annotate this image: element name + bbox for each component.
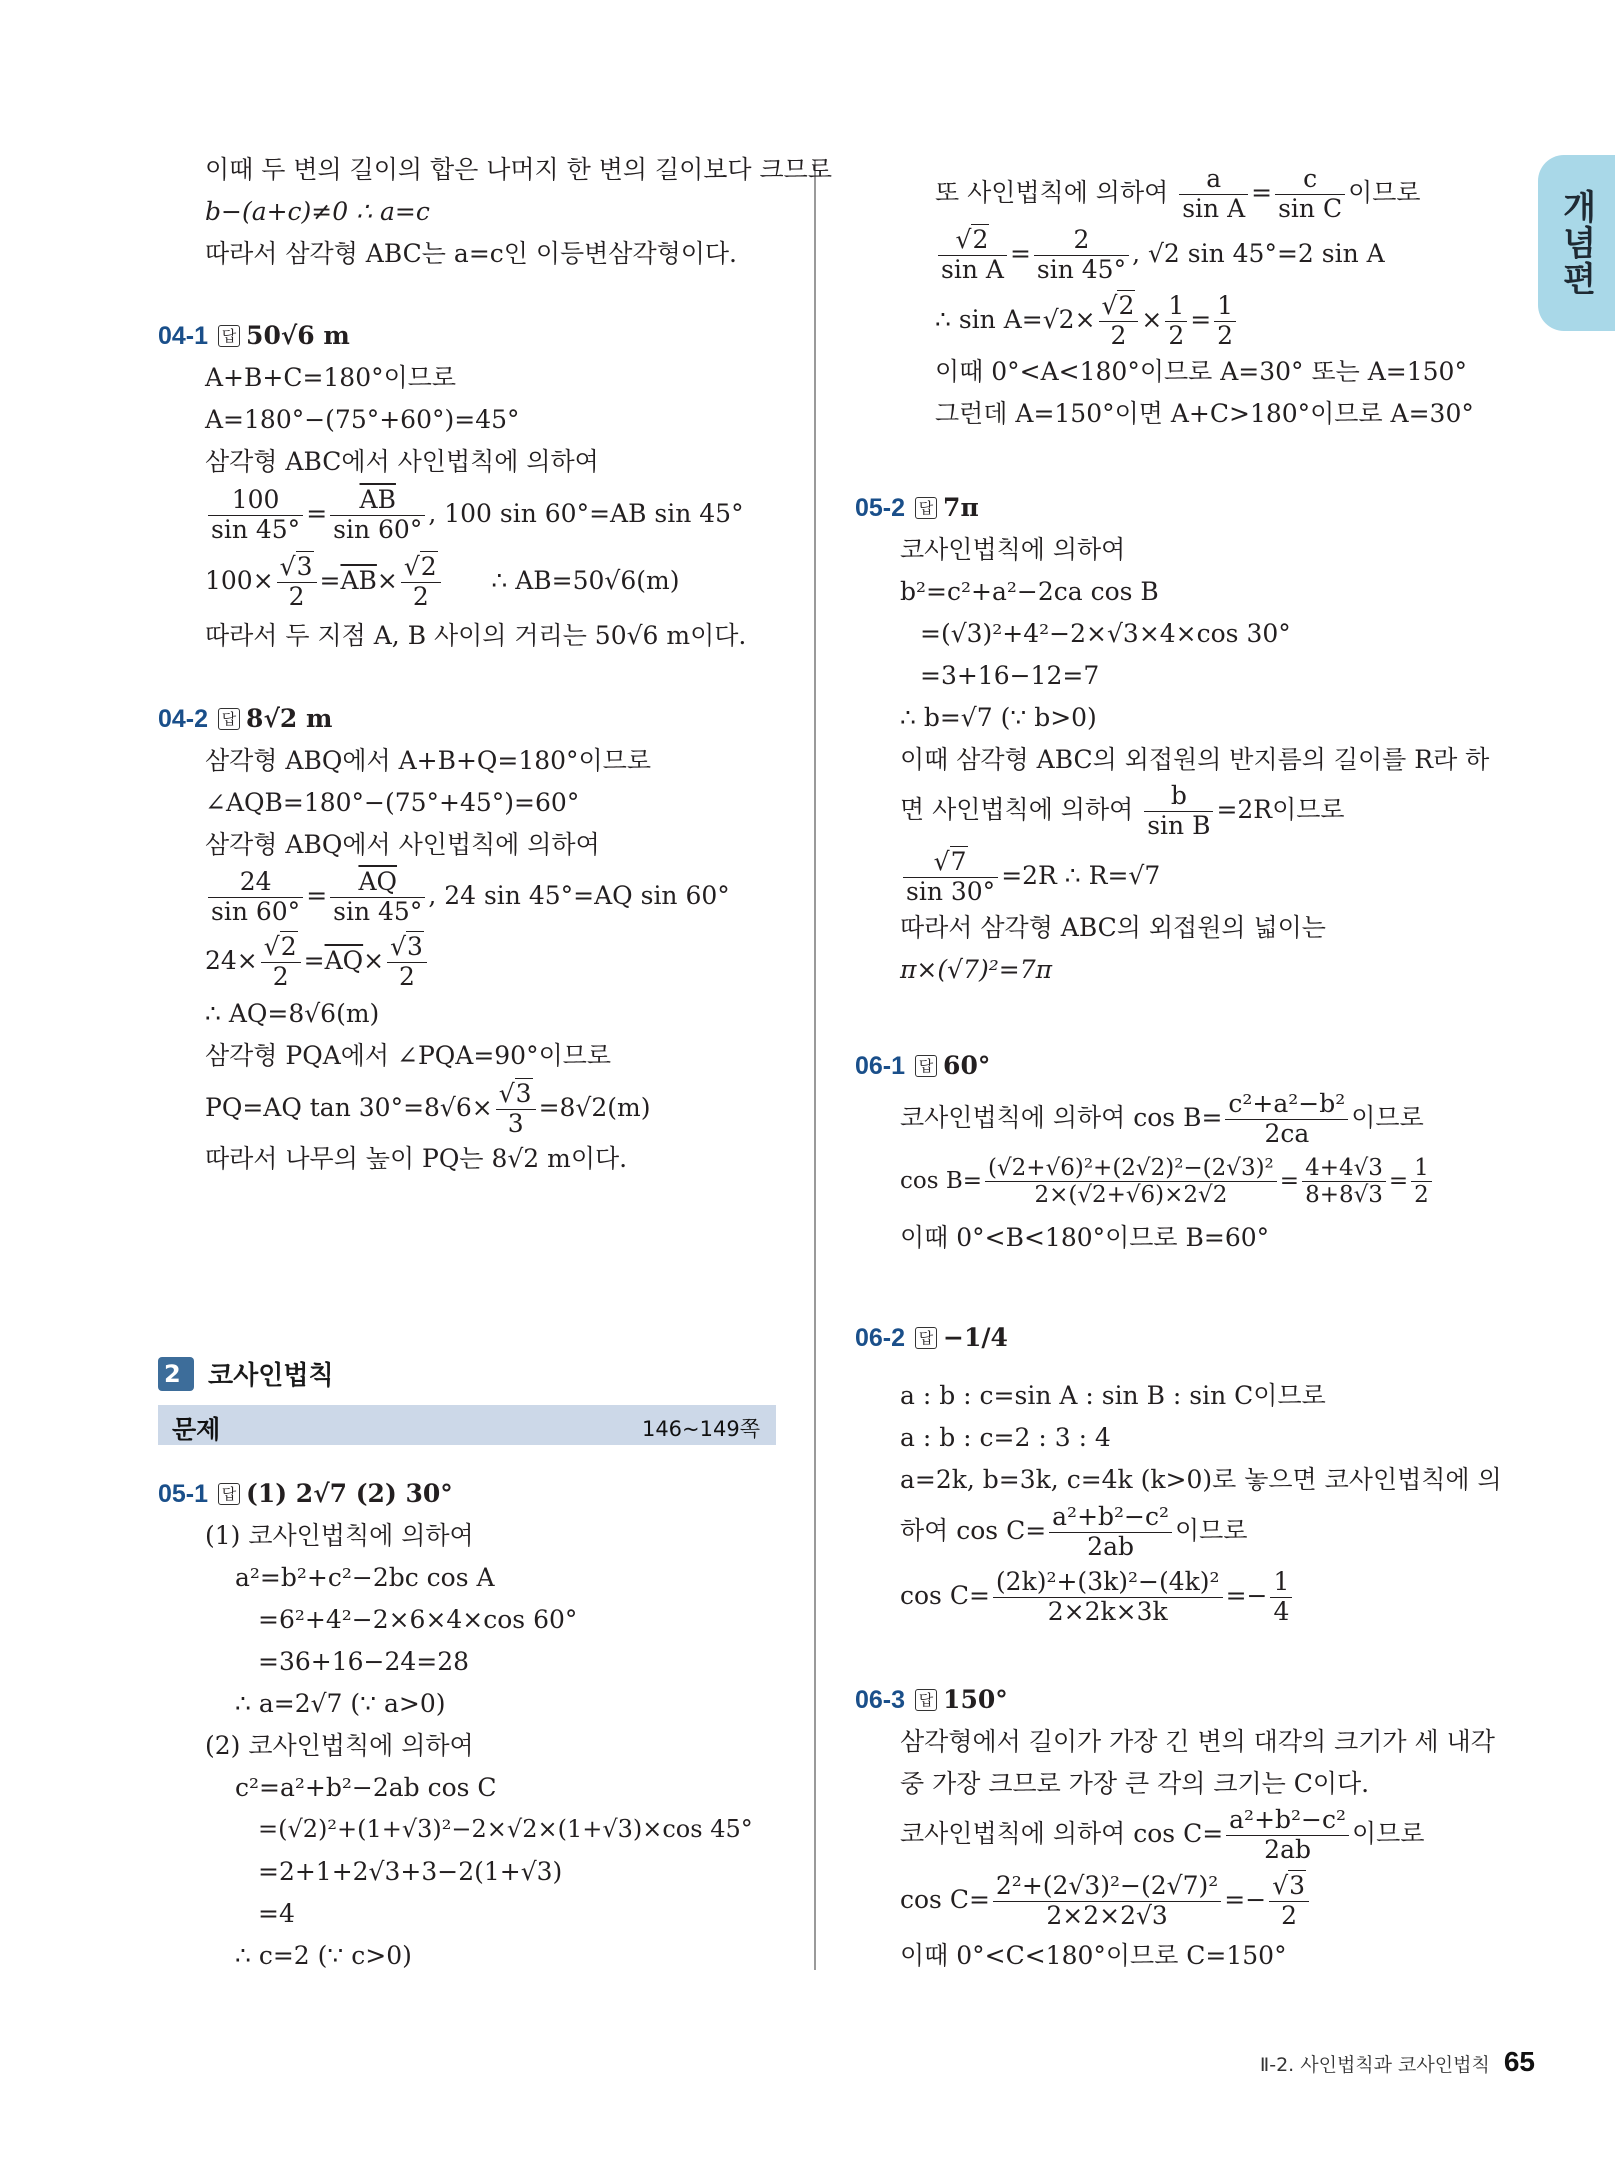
intro-line-1: 이때 두 변의 길이의 합은 나머지 한 변의 길이보다 크므로 xyxy=(205,155,832,184)
equation-04-2-c: PQ=AQ tan 30°=8√6× $\frac{√3}{3}$ =8√2(m) xyxy=(205,1079,651,1138)
problem-04-1-header xyxy=(158,320,350,352)
problem-number: 06-2 xyxy=(855,1324,906,1352)
text-line: ∴ c=2 (∵ c>0) xyxy=(235,1941,412,1970)
answer-badge: 답 xyxy=(218,1483,240,1505)
intro-line-2: b−(a+c)≠0 ∴ a=c xyxy=(205,197,430,226)
section-title: 코사인법칙 xyxy=(208,1361,334,1391)
text-line: b²=c²+a²−2ca cos B xyxy=(900,577,1159,606)
text-line: ∴ b=√7 (∵ b>0) xyxy=(900,703,1097,732)
text-line: 중 가장 크므로 가장 큰 각의 크기는 C이다. xyxy=(900,1769,1370,1798)
equation-06-3-b: cos C= $\frac{\text{2²+(2√3)²−(2√7)²}}{2\times 2\times 2√3}$ =− $\frac{√3}{2}$ xyxy=(900,1872,1312,1931)
problem-06-2-header xyxy=(855,1322,1008,1354)
text-line: ∴ a=2√7 (∵ a>0) xyxy=(235,1689,446,1718)
fraction: $\frac{100}{\sin 45^\circ}$ xyxy=(208,486,303,545)
text-line: 이때 삼각형 ABC의 외접원의 반지름의 길이를 R라 하 xyxy=(900,745,1490,774)
text-line: 삼각형 ABQ에서 A+B+Q=180°이므로 xyxy=(205,746,651,775)
equation-tail: , 100 sin 60°=AB sin 45° xyxy=(428,498,744,528)
problem-06-3-header xyxy=(855,1684,1008,1716)
equation-tail: , 24 sin 45°=AQ sin 60° xyxy=(428,880,730,910)
answer-badge: 답 xyxy=(915,1689,937,1711)
right-top-line-1: 또 사인법칙에 의하여 $\frac{a}{\text{sin A}}$ = $\frac{c}{\text{sin C}}$ 이므로 xyxy=(935,164,1421,223)
problem-number: 04-1 xyxy=(158,322,209,350)
answer: (1) 2√7 (2) 30° xyxy=(246,1479,453,1508)
answer-badge: 답 xyxy=(915,1055,937,1077)
answer: 60° xyxy=(943,1051,991,1080)
answer: 8√2 m xyxy=(246,704,333,733)
text-line: =36+16−24=28 xyxy=(258,1647,470,1676)
text-line: 코사인법칙에 의하여 xyxy=(900,535,1126,564)
text-line: π×(√7)²=7π xyxy=(900,955,1053,984)
equation-06-1-b: cos B= $\frac{\text{(√2+√6)²+(2√2)²−(2√3)²}}{2\times(√2+√6)\times 2√2}$ = $\frac{4+4√3}{8+8√3}$ = $\frac{1}{2}$ xyxy=(900,1155,1435,1209)
page-number: 65 xyxy=(1503,2046,1535,2077)
equation-04-1-b: 100× $\frac{√3}{2}$ $=\overline{AB}\times$ $\frac{√2}{2}$ ∴ AB=50√6(m) xyxy=(205,552,680,611)
problem-number: 06-3 xyxy=(855,1686,906,1714)
text-line: A=180°−(75°+60°)=45° xyxy=(205,405,520,434)
problem-05-1-header xyxy=(158,1478,453,1510)
text-line: 따라서 두 지점 A, B 사이의 거리는 50√6 m이다. xyxy=(205,621,747,650)
section-header xyxy=(158,1355,334,1392)
answer: 150° xyxy=(943,1685,1008,1714)
page-footer xyxy=(1260,2046,1535,2078)
answer: 50√6 m xyxy=(246,321,350,350)
side-tab-label: 개념편 xyxy=(1556,189,1596,297)
text-line: a=2k, b=3k, c=4k (k>0)로 놓으면 코사인법칙에 의 xyxy=(900,1465,1502,1494)
problem-bar xyxy=(158,1405,776,1445)
answer-badge: 답 xyxy=(915,1327,937,1349)
text-line: =(√3)²+4²−2×√3×4×cos 30° xyxy=(920,619,1291,648)
right-top-line-2: $\frac{√2}{\text{sin A}}$ = $\frac{2}{\sin 45^\circ}$ , √2 sin 45°=2 sin A xyxy=(935,226,1385,285)
text-line: ∠AQB=180°−(75°+45°)=60° xyxy=(205,788,580,817)
text-line: a : b : c=2 : 3 : 4 xyxy=(900,1423,1111,1452)
answer-badge: 답 xyxy=(915,497,937,519)
column-divider xyxy=(814,160,816,1970)
equation-04-2-a: $\frac{24}{\sin 60^\circ}$ = $\frac{\overline{AQ}}{\sin 45^\circ}$ , 24 sin 45°=AQ sin 60° xyxy=(205,868,730,927)
equation-head: PQ=AQ tan 30°=8√6× xyxy=(205,1092,493,1122)
problem-06-1-header xyxy=(855,1050,990,1082)
text-line: =4 xyxy=(258,1899,295,1928)
text-line: 이때 0°<A<180°이므로 A=30° 또는 A=150° xyxy=(935,357,1467,386)
text-line: a : b : c=sin A : sin B : sin C이므로 xyxy=(900,1381,1326,1410)
equation-05-2-sine: 면 사인법칙에 의하여 $\frac{b}{\text{sin B}}$ =2R이므로 xyxy=(900,781,1345,840)
intro-line-3: 따라서 삼각형 ABC는 a=c인 이등변삼각형이다. xyxy=(205,239,738,268)
equation-06-3-a: 코사인법칙에 의하여 cos C= $\frac{\text{a²+b²−c²}}{2ab}$ 이므로 xyxy=(900,1805,1425,1864)
fraction: $\frac{\overline{AB}}{\sin 60^\circ}$ xyxy=(330,486,425,545)
text-line: =3+16−12=7 xyxy=(920,661,1100,690)
text-line: (1) 코사인법칙에 의하여 xyxy=(205,1521,474,1550)
text-line: =(√2)²+(1+√3)²−2×√2×(1+√3)×cos 45° xyxy=(258,1815,753,1843)
text-line: (2) 코사인법칙에 의하여 xyxy=(205,1731,474,1760)
problem-05-2-header xyxy=(855,492,979,524)
text-line: c²=a²+b²−2ab cos C xyxy=(235,1773,497,1802)
problem-number: 05-1 xyxy=(158,1480,209,1508)
equation-05-2-r: $\frac{√7}{\sin 30^\circ}$ =2R ∴ R=√7 xyxy=(900,848,1160,907)
text-line: 이때 0°<C<180°이므로 C=150° xyxy=(900,1941,1287,1970)
equation-04-1-a: $\frac{100}{\sin 45^\circ}$ = $\frac{\overline{AB}}{\sin 60^\circ}$ , 100 sin 60°=AB sin 45° xyxy=(205,486,744,545)
problem-04-2-header xyxy=(158,703,332,735)
text-line: 이때 0°<B<180°이므로 B=60° xyxy=(900,1223,1270,1252)
text-line: ∴ AQ=8√6(m) xyxy=(205,999,380,1028)
answer: −1/4 xyxy=(943,1323,1008,1352)
equation-04-2-b: 24× $\frac{√2}{2}$ $=\overline{AQ}\times$ $\frac{√3}{2}$ xyxy=(205,933,430,992)
equation-06-1-a: 코사인법칙에 의하여 cos B= $\frac{\text{c²+a²−b²}}{2ca}$ 이므로 xyxy=(900,1089,1424,1148)
text-line: 삼각형에서 길이가 가장 긴 변의 대각의 크기가 세 내각 xyxy=(900,1727,1495,1756)
equation-06-2-b: cos C= $\frac{\text{(2k)²+(3k)²−(4k)²}}{2\times 2k\times 3k}$ =− $\frac{1}{4}$ xyxy=(900,1568,1295,1627)
chapter-label: Ⅱ-2. 사인법칙과 코사인법칙 xyxy=(1259,2054,1490,2076)
text-line: 삼각형 ABQ에서 사인법칙에 의하여 xyxy=(205,830,600,859)
answer: 7π xyxy=(943,493,979,522)
problem-bar-label: 문제 xyxy=(172,1415,221,1444)
problem-number: 06-1 xyxy=(855,1052,906,1080)
text-line: =6²+4²−2×6×4×cos 60° xyxy=(258,1605,578,1634)
text-line: 삼각형 PQA에서 ∠PQA=90°이므로 xyxy=(205,1041,612,1070)
problem-number: 04-2 xyxy=(158,705,209,733)
text-line: 그런데 A=150°이면 A+C>180°이므로 A=30° xyxy=(935,399,1474,428)
equation-06-2-a: 하여 cos C= $\frac{\text{a²+b²−c²}}{2ab}$ 이므로 xyxy=(900,1502,1248,1561)
side-tab[interactable] xyxy=(1538,155,1615,331)
equation-tail: ∴ AB=50√6(m) xyxy=(491,565,680,595)
answer-badge: 답 xyxy=(218,325,240,347)
text-line: A+B+C=180°이므로 xyxy=(205,363,457,392)
section-number-badge: 2 xyxy=(158,1357,194,1391)
text-line: a²=b²+c²−2bc cos A xyxy=(235,1563,495,1592)
problem-bar-pages: 146~149쪽 xyxy=(641,1417,760,1441)
answer-badge: 답 xyxy=(218,708,240,730)
text-line: 삼각형 ABC에서 사인법칙에 의하여 xyxy=(205,447,599,476)
right-top-line-3: ∴ sin A=√2× $\frac{√2}{2}$ × $\frac{1}{2}$ = $\frac{1}{2}$ xyxy=(935,292,1239,351)
text-line: =2+1+2√3+3−2(1+√3) xyxy=(258,1857,563,1886)
text-line: 따라서 나무의 높이 PQ는 8√2 m이다. xyxy=(205,1144,628,1173)
text-line: 따라서 삼각형 ABC의 외접원의 넓이는 xyxy=(900,913,1326,942)
problem-number: 05-2 xyxy=(855,494,906,522)
